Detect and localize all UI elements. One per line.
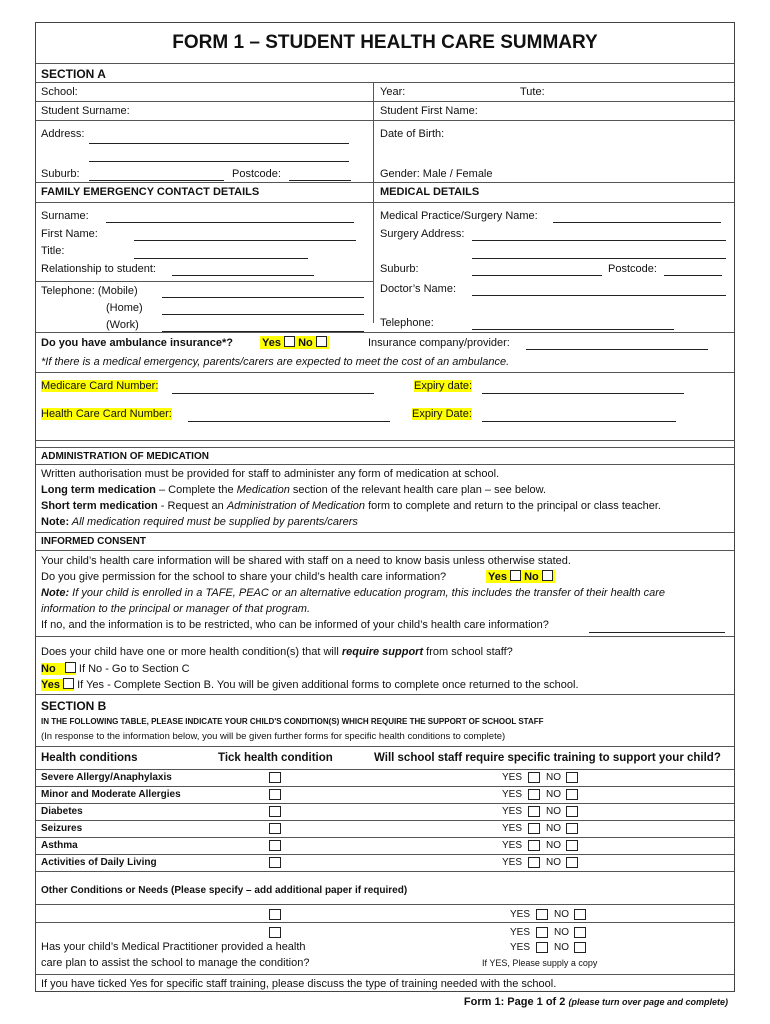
contact-medical-heading-row [36,183,734,203]
medical-telephone-label: Telephone: [380,317,434,329]
no-checkbox[interactable] [566,840,578,851]
yes-label: YES [502,823,523,834]
medical-postcode-label: Postcode: [608,263,657,275]
contact-title-field[interactable] [134,258,308,259]
section-b-subtext: (In response to the information below, you will be given further forms for specific health conditions to complete) [41,731,506,742]
plan-question-line1: Has your child’s Medical Practitioner provided a health [41,941,306,953]
administration-note-label: Note: [41,516,70,528]
doctor-field[interactable] [472,295,726,296]
consent-answer [486,570,555,583]
support-question [41,646,513,658]
no-label: NO [546,823,561,834]
yes-label: YES [502,857,523,868]
administration-heading-row [36,448,734,465]
relationship-label: Relationship to student: [41,263,156,275]
contact-title-label: Title: [41,245,65,257]
consent-note-line2: information to the principal or manager of that program. [41,603,311,615]
yes-checkbox[interactable] [528,823,540,834]
consent-note [41,587,665,599]
medicare-label: Medicare Card Number: [41,380,159,392]
ambulance-yes-label: Yes [262,337,281,349]
support-no-text: If No - Go to Section C [78,663,190,675]
form-title-row [36,23,734,64]
postcode-label: Postcode: [232,168,281,180]
table-row [36,821,734,838]
medical-suburb-label: Suburb: [380,263,419,275]
no-checkbox[interactable] [566,806,578,817]
long-term-label: Long term medication [41,484,156,496]
administration-line1: Written authorisation must be provided for staff to administer any form of medication at school. [41,468,500,480]
no-checkbox[interactable] [574,927,586,938]
family-heading: FAMILY EMERGENCY CONTACT DETAILS [41,186,260,198]
administration-heading: ADMINISTRATION OF MEDICATION [41,451,209,462]
consent-line2: Do you give permission for the school to share your child’s health care information? [41,571,447,583]
medical-telephone-field[interactable] [472,329,674,330]
table-row [36,804,734,821]
table-row [36,855,734,872]
administration-note [41,516,358,528]
yes-checkbox[interactable] [528,857,540,868]
no-checkbox[interactable] [574,909,586,920]
yes-checkbox[interactable] [536,909,548,920]
work-field[interactable] [162,331,364,332]
medical-suburb-field[interactable] [472,275,602,276]
section-b-heading-row [36,695,734,747]
consent-yes-label: Yes [488,571,507,583]
yes-checkbox[interactable] [528,840,540,851]
ambulance-no-checkbox[interactable] [316,336,327,347]
year-label: Year: [380,86,406,98]
support-row [36,637,734,695]
short-term-text2: form to complete and return to the principal or class teacher. [365,500,661,512]
consent-no-label: No [524,571,539,583]
condition-label: Severe Allergy/Anaphylaxis [41,772,172,783]
other-conditions-row [36,872,734,905]
restricted-info-field[interactable] [589,632,725,633]
support-no-label [41,663,76,675]
other-row-1 [36,905,734,923]
surgery-address-field-2[interactable] [472,258,726,259]
section-a-heading: SECTION A [41,67,106,81]
consent-yes-checkbox[interactable] [510,570,521,581]
table-row [36,770,734,787]
consent-line1: Your child’s health care information will be shared with staff on a need to know basis unless otherwise stated. [41,555,571,567]
condition-label: Minor and Moderate Allergies [41,789,181,800]
col-tick-condition: Tick health condition [218,752,333,764]
no-label: NO [546,772,561,783]
yes-checkbox[interactable] [536,927,548,938]
short-term-text1: - Request an [157,500,227,512]
doctor-label: Doctor’s Name: [380,283,457,295]
ambulance-note: *If there is a medical emergency, parents/carers are expected to meet the cost of an ambulance. [41,356,510,368]
medicare-field[interactable] [172,393,374,394]
page-footer-note: (please turn over page and complete) [568,997,728,1007]
form-title: FORM 1 – STUDENT HEALTH CARE SUMMARY [172,32,598,53]
condition-label: Asthma [41,840,78,851]
long-term-text2: section of the relevant health care plan – see below. [289,484,547,496]
contact-surname-field[interactable] [106,222,354,223]
address-field-line-2[interactable] [89,161,349,162]
training-row [36,975,734,993]
family-contact-block [36,203,734,281]
tute-label: Tute: [520,86,545,98]
ambulance-row [36,333,734,373]
suburb-field[interactable] [89,180,224,181]
tick-checkbox[interactable] [269,909,281,920]
support-yes-text: If Yes - Complete Section B. You will be given additional forms to complete once returned to the school. [77,679,579,691]
address-label: Address: [41,128,85,140]
short-term-label: Short term medication [41,500,158,512]
section-b-heading: SECTION B [41,699,107,713]
no-label: NO [546,789,561,800]
contact-surname-label: Surname: [41,210,89,222]
long-term-line [41,484,546,496]
medical-postcode-field[interactable] [664,275,722,276]
section-a-heading-row [36,64,734,83]
condition-label: Seizures [41,823,83,834]
support-yes-text-label: Yes [41,679,60,691]
ambulance-yes-checkbox[interactable] [284,336,295,347]
tick-checkbox[interactable] [269,840,281,851]
consent-note-text: If your child is enrolled in a TAFE, PEAC or an alternative education program, this includes the transfer of their health care [69,587,666,599]
school-row [36,83,734,102]
plan-yes-label: YES [510,942,531,953]
ambulance-question: Do you have ambulance insurance*? [41,337,233,349]
tick-checkbox[interactable] [269,806,281,817]
cards-row [36,373,734,441]
yes-checkbox[interactable] [528,772,540,783]
surgery-address-label: Surgery Address: [380,228,465,240]
plan-no-checkbox[interactable] [574,942,586,953]
consent-body [36,551,734,637]
student-name-row [36,102,734,121]
dob-label: Date of Birth: [380,128,445,140]
no-checkbox[interactable] [566,772,578,783]
student-surname-label: Student Surname: [41,105,130,117]
support-q1-end: from school staff? [423,646,513,658]
support-yes-checkbox[interactable] [63,678,74,689]
long-term-text1: – Complete the [155,484,237,496]
ambulance-no-label: No [298,337,313,349]
condition-label: Activities of Daily Living [41,857,157,868]
ambulance-answer [260,336,329,349]
mobile-field[interactable] [162,297,364,298]
col-health-conditions: Health conditions [41,752,138,764]
surgery-address-field-1[interactable] [472,240,726,241]
postcode-field[interactable] [289,180,351,181]
telephone-mobile-label: Telephone: (Mobile) [41,285,138,297]
home-label: (Home) [106,302,143,314]
consent-line4: If no, and the information is to be restricted, who can be informed of your child’s health care information? [41,619,549,631]
condition-label: Diabetes [41,806,83,817]
consent-heading-row [36,533,734,551]
yes-label: YES [510,927,531,938]
no-checkbox[interactable] [566,857,578,868]
health-care-form [35,22,735,992]
health-care-label: Health Care Card Number: [41,408,172,420]
yes-checkbox[interactable] [528,806,540,817]
short-term-italic: Administration of Medication [226,500,366,512]
other-conditions-label: Other Conditions or Needs (Please specify – add additional paper if required) [41,885,408,896]
administration-body [36,465,734,533]
no-checkbox[interactable] [566,789,578,800]
suburb-label: Suburb: [41,168,80,180]
gender-label: Gender: Male / Female [380,168,493,180]
long-term-italic: Medication [236,484,290,496]
address-row [36,121,734,183]
tick-checkbox[interactable] [269,823,281,834]
administration-note-text: All medication required must be supplied by parents/carers [69,516,358,528]
yes-label: YES [502,840,523,851]
support-yes-line [41,678,579,691]
consent-note-label: Note: [41,587,70,599]
insurance-field[interactable] [526,349,708,350]
telephone-block [36,281,734,333]
expiry1-label: Expiry date: [414,380,473,392]
no-label: NO [546,806,561,817]
no-label: NO [554,909,569,920]
yes-label: YES [502,772,523,783]
no-label: NO [554,927,569,938]
work-label: (Work) [106,319,139,331]
tick-checkbox[interactable] [269,927,281,938]
support-no-line [41,662,190,675]
supply-copy-note: If YES, Please supply a copy [482,958,598,968]
expiry1-field[interactable] [482,393,684,394]
yes-label: YES [510,909,531,920]
page-footer [464,996,728,1008]
support-no-checkbox[interactable] [65,662,76,673]
table-row [36,787,734,804]
support-yes-label [41,679,74,691]
support-no-text-label: No [41,663,56,675]
no-label: NO [546,840,561,851]
yes-label: YES [502,806,523,817]
practice-label: Medical Practice/Surgery Name: [380,210,538,222]
short-term-line [41,500,661,512]
practice-field[interactable] [553,222,721,223]
training-note: If you have ticked Yes for specific staff training, please discuss the type of training needed with the school. [41,978,557,990]
support-q1: Does your child have one or more health condition(s) that will [41,646,342,658]
insurance-label: Insurance company/provider: [368,337,510,349]
yes-checkbox[interactable] [528,789,540,800]
expiry2-label: Expiry Date: [412,408,472,420]
plan-no-label: NO [554,942,569,953]
contact-first-name-label: First Name: [41,228,98,240]
page-number: Form 1: Page 1 of 2 [463,996,566,1008]
address-field-line-1[interactable] [89,143,349,144]
tick-checkbox[interactable] [269,857,281,868]
home-field[interactable] [162,314,364,315]
expiry2-field[interactable] [482,421,676,422]
relationship-field[interactable] [172,275,314,276]
tick-checkbox[interactable] [269,789,281,800]
plan-question-line2: care plan to assist the school to manage the condition? [41,957,310,969]
consent-heading: INFORMED CONSENT [41,536,146,547]
medical-heading: MEDICAL DETAILS [380,186,480,198]
support-q1-emphasis: require support [341,646,424,658]
no-checkbox[interactable] [566,823,578,834]
section-b-instruction: IN THE FOLLOWING TABLE, PLEASE INDICATE YOUR CHILD'S CONDITION(S) WHICH REQUIRE THE SUPPORT OF SCHOOL STAFF [41,717,544,726]
col-training: Will school staff require specific training to support your child? [374,752,721,764]
health-care-field[interactable] [188,421,390,422]
tick-checkbox[interactable] [269,772,281,783]
yes-label: YES [502,789,523,800]
conditions-table-header [36,747,734,770]
other-row-2 [36,923,734,975]
spacer-row [36,441,734,448]
plan-yes-checkbox[interactable] [536,942,548,953]
student-first-name-label: Student First Name: [380,105,478,117]
contact-first-name-field[interactable] [134,240,356,241]
consent-no-checkbox[interactable] [542,570,553,581]
school-label: School: [41,86,78,98]
no-label: NO [546,857,561,868]
table-row [36,838,734,855]
